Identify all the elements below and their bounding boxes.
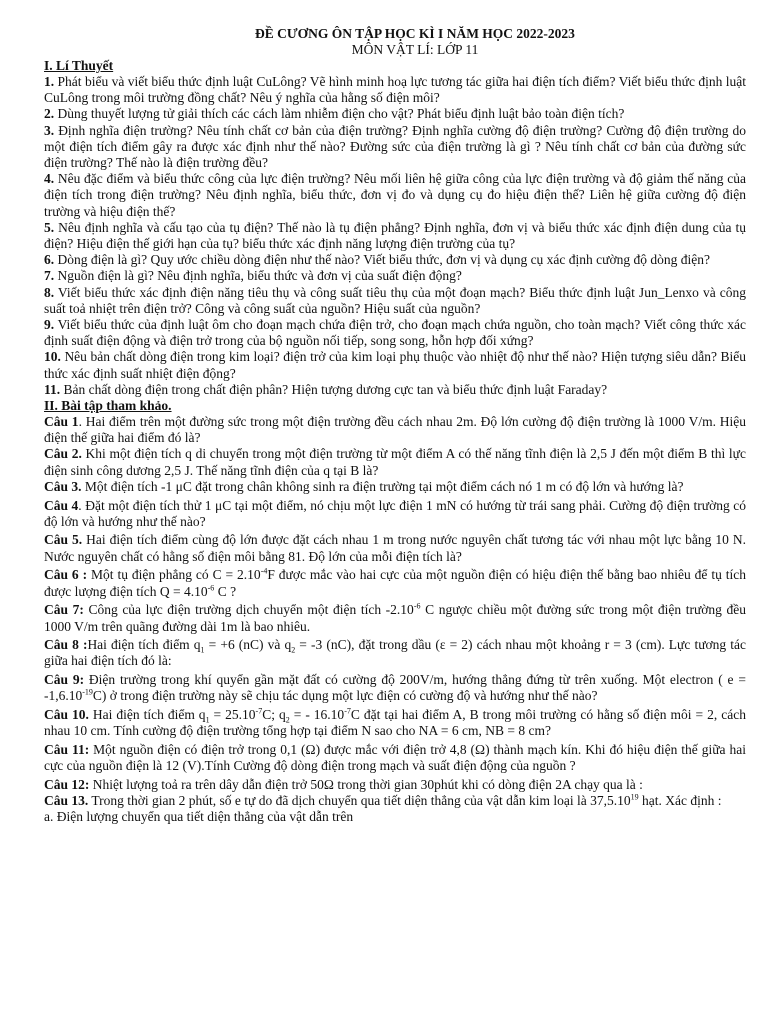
exercise-item: Câu 13. Trong thời gian 2 phút, số e tự do đã dịch chuyển qua tiết diện thẳng của vật dẫn kim loại là 37,5.10$^{19}$ hạt. Xác định : (44, 792, 722, 809)
exercise-item: Câu 6 : Một tụ điện phẳng có $C = 2.10^{-4}F$ được mắc vào hai cực của một nguồn điện có hiệu điện thế bằng bao nhiêu để tụ tích được lượng điện tích $Q = 4.10^{-6}$ C ? (44, 566, 746, 599)
exercise-item: Câu 10. Hai điện tích điểm $q_1 = 25.10^{-7}C$; $q_2$ = - $16.10^{-7}C$ đặt tại hai điểm A, B trong môi trường có hằng số điện môi = 2, cách nhau 10 cm. Tính cường độ điện trường tổng hợp tại điểm N sao cho NA = 6 cm, NB = 8 cm? (44, 706, 746, 739)
theory-item: 2. Dùng thuyết lượng tử giải thích các cách làm nhiễm điện cho vật? Phát biểu định luật bảo toàn điện tích? (44, 106, 625, 122)
document-subtitle: MÔN VẬT LÍ: LỚP 11 (351, 42, 479, 57)
theory-item: 5. Nêu định nghĩa và cấu tạo của tụ điện? Thế nào là tụ điện phẳng? Định nghĩa, đơn vị và biểu thức xác định điện dung của tụ điện? Hiệu điện thế giới hạn của tụ? biểu thức xác định năng lượng điện trường của tụ? (44, 219, 746, 252)
exercise-item: Câu 2. Khi một điện tích q di chuyển trong một điện trường từ một điểm A có thế năng tĩnh điện là 2,5 J đến một điểm B thì lực điện sinh công dương 2,5 J. Thế năng tĩnh điện của q tại B là? (44, 446, 746, 478)
theory-item: 1. Phát biểu và viết biểu thức định luật CuLông? Vẽ hình minh hoạ lực tương tác giữa hai điện tích điểm? Viết biểu thức định luật CuLông trong môi trường đồng chất? Nêu ý nghĩa của hằng số điện môi? (44, 74, 747, 106)
theory-item: 6. Dòng điện là gì? Quy ước chiều dòng điện như thế nào? Viết biểu thức, đơn vị và dụng cụ xác định cường độ dòng điện? (44, 252, 710, 268)
theory-item: 9. Viết biểu thức của định luật ôm cho đoạn mạch chứa điện trở, cho đoạn mạch chứa nguồn, cho toàn mạch? Viết công thức xác định suất điện động và điện trở trong của bộ nguồn nối tiếp, song song, hỗn hợp đối xứng? (44, 317, 746, 349)
theory-item: 10. Nêu bản chất dòng điện trong kim loại? điện trở của kim loại phụ thuộc vào nhiệt độ như thế nào? Hiện tượng siêu dẫn? Biểu thức xác định suất nhiệt điện động? (44, 349, 747, 381)
theory-item: 7. Nguồn điện là gì? Nêu định nghĩa, biểu thức và đơn vị của suất điện động? (44, 268, 462, 284)
exercise-item: Câu 11: Một nguồn điện có điện trở trong 0,1 (Ω) được mắc với điện trở 4,8 (Ω) thành mạch kín. Khi đó hiệu điện thế giữa hai cực của nguồn điện là 12 (V).Tính Cường độ dòng điện trong mạch và suất điện động của nguồn ? (44, 741, 746, 774)
document-title: ĐỀ CƯƠNG ÔN TẬP HỌC KÌ I NĂM HỌC 2022-2023 (255, 26, 575, 41)
theory-item: 3. Định nghĩa điện trường? Nêu tính chất cơ bản của điện trường? Định nghĩa cường độ điện trường? Cường độ điện trường do một điện tích điểm gây ra được xác định như thế nào? Đường sức của điện trường là gì ? Nêu tính chất cơ bản của đường sức điện trường? Thế nào là điện trường đều? (44, 122, 747, 171)
exercise-item: Câu 4. Đặt một điện tích thử 1 μC tại một điểm, nó chịu một lực điện 1 mN có hướng từ trái sang phải. Cường độ điện trường có độ lớn và hướng như thế nào? (44, 497, 746, 529)
exercise-item: Câu 7: Công của lực điện trường dịch chuyển một điện tích $-2.10^{-6}$ C ngược chiều một đường sức trong một điện trường đều 1000 V/m trên quãng đường dài 1m là bao nhiêu. (44, 601, 746, 634)
theory-heading: I. Lí Thuyết (44, 58, 114, 73)
exercise-item: Câu 8 :Hai điện tích điểm $q_1 = +6$ (nC) và $q_2 = -3$ (nC), đặt trong dầu (ε = 2) cách nhau một khoảng r = 3 (cm). Lực tương tác giữa hai điện tích đó là: (44, 637, 746, 669)
exercise-subitem: a. Điện lượng chuyển qua tiết diện thẳng của vật dẫn trên (44, 809, 354, 825)
exercise-item: Câu 5. Hai điện tích điểm cùng độ lớn được đặt cách nhau 1 m trong nước nguyên chất tương tác với nhau một lực bằng 10 N. Nước nguyên chất có hằng số điện môi bằng 81. Độ lớn của mỗi điện tích là? (44, 532, 746, 564)
theory-item: 11. Bản chất dòng điện trong chất điện phân? Hiện tượng dương cực tan và biểu thức định luật Faraday? (44, 381, 608, 397)
theory-list (44, 74, 746, 398)
exercise-item: Câu 1. Hai điểm trên một đường sức trong một điện trường đều cách nhau 2m. Độ lớn cường độ điện trường là 1000 V/m. Hiệu điện thế giữa hai điểm đó là? (44, 414, 746, 446)
exercise-list (44, 414, 746, 825)
exercise-item: Câu 3. Một điện tích -1 μC đặt trong chân không sinh ra điện trường tại một điểm cách nó 1 m có độ lớn và hướng là? (44, 478, 684, 494)
exercises-heading: II. Bài tập tham khảo. (44, 398, 172, 414)
theory-item: 8. Viết biểu thức xác định điện năng tiêu thụ và công suất tiêu thụ của một đoạn mạch? Biểu thức định luật Jun_Lenxo và công suất toả nhiệt trên điện trở? Công và công suất của nguồn? Hiệu suất của nguồn? (44, 284, 746, 316)
theory-item: 4. Nêu đặc điểm và biểu thức công của lực điện trường? Nêu mối liên hệ giữa công của lực điện trường và độ giảm thế năng của điện tích trong điện trường? Nêu định nghĩa, biểu thức, đơn vị đo và dụng cụ đo hiệu điện thế? Liên hệ giữa cường độ điện trường và hiệu điện thế? (44, 171, 746, 219)
exercise-item: Câu 12: Nhiệt lượng toả ra trên dây dẫn điện trở 50Ω trong thời gian 30phút khi có dòng điện 2A chạy qua là : (44, 776, 643, 792)
exercise-item: Câu 9: Điện trường trong khí quyển gần mặt đất có cường độ 200V/m, hướng thẳng đứng từ trên xuống. Một electron ( $e = -1,6.10^{-19}C$) ở trong điện trường này sẽ chịu tác dụng một lực điện có cường độ và hướng như thế nào? (44, 672, 746, 704)
